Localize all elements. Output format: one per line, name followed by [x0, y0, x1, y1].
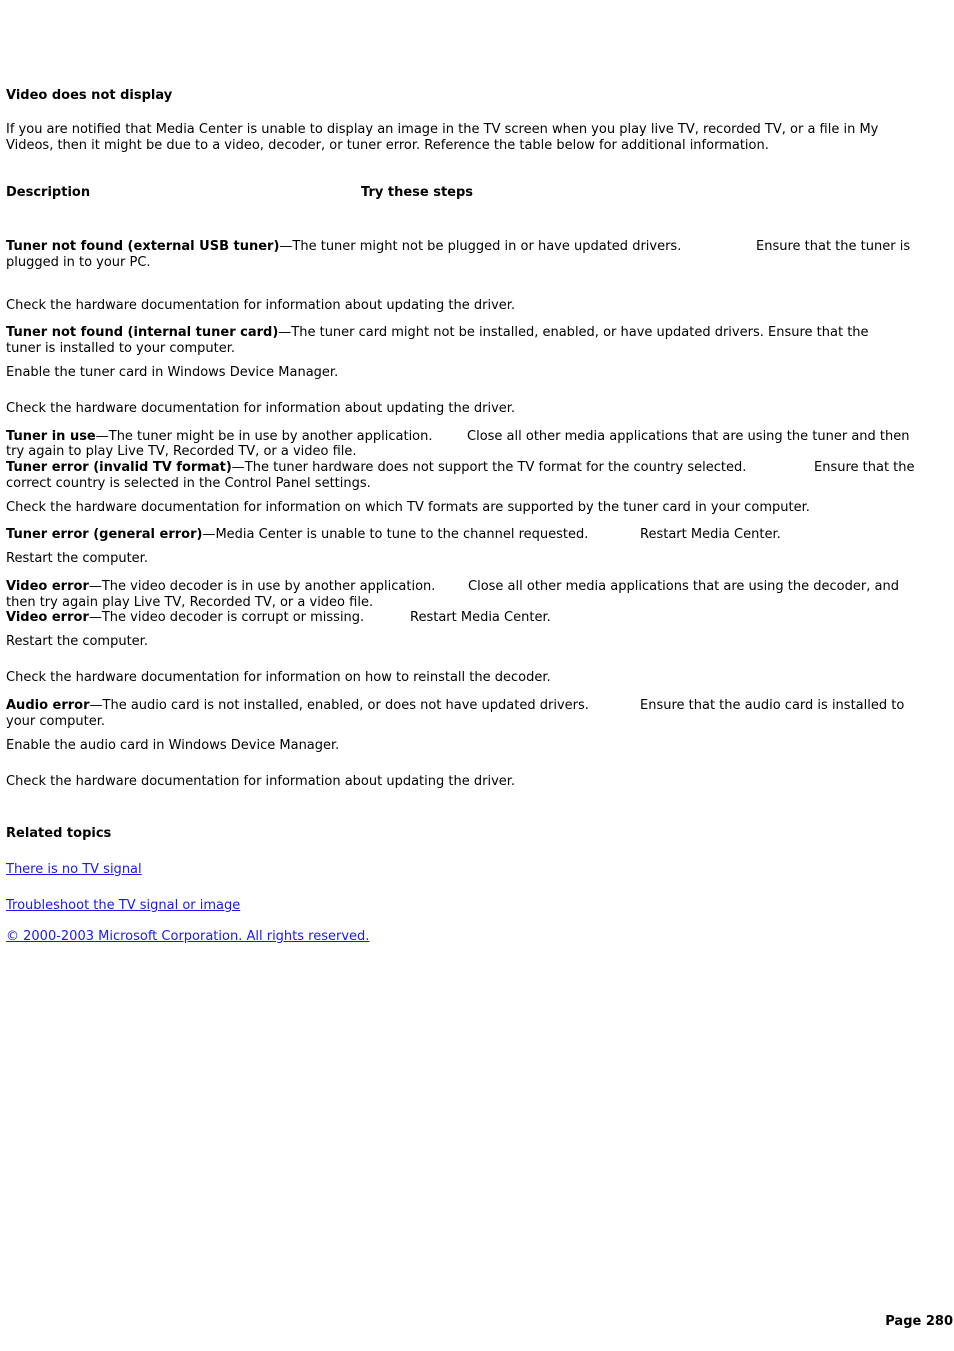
row-title: Tuner error (invalid TV format)	[6, 460, 232, 475]
link-troubleshoot-tv-signal[interactable]: Troubleshoot the TV signal or image	[6, 898, 241, 913]
row-step: Ensure that the	[814, 460, 915, 475]
row-step: Check the hardware documentation for information about updating the driver.	[6, 298, 516, 313]
row-description: —The tuner hardware does not support the TV format for the country selected.	[231, 460, 747, 475]
row-tuner-in-use	[6, 429, 433, 445]
related-topics-heading: Related topics	[6, 826, 112, 841]
row-step-continued: tuner is installed to your computer.	[6, 341, 236, 356]
row-step: Check the hardware documentation for information about updating the driver.	[6, 401, 516, 416]
row-title: Tuner error (general error)	[6, 527, 203, 542]
row-step-continued: try again to play Live TV, Recorded TV, or a video file.	[6, 444, 357, 459]
row-step: Restart Media Center.	[640, 527, 781, 542]
row-title: Tuner not found (external USB tuner)	[6, 239, 280, 254]
row-title: Video error	[6, 610, 89, 625]
intro-line-1: If you are notified that Media Center is unable to display an image in the TV screen when you play live TV, recorded TV, or a file in My	[6, 122, 879, 137]
page-title: Video does not display	[6, 88, 173, 103]
row-description: —The tuner might be in use by another application.	[95, 429, 433, 444]
link-no-tv-signal[interactable]: There is no TV signal	[6, 862, 142, 877]
row-step-continued: then try again play Live TV, Recorded TV, or a video file.	[6, 595, 374, 610]
row-description: —The audio card is not installed, enabled, or does not have updated drivers.	[89, 698, 589, 713]
column-header-steps: Try these steps	[361, 185, 474, 200]
row-internal-tuner	[6, 325, 869, 341]
row-step-continued: plugged in to your PC.	[6, 255, 151, 270]
row-step: Ensure that the audio card is installed to	[640, 698, 905, 713]
row-video-corrupt	[6, 610, 364, 626]
row-step: Close all other media applications that are using the decoder, and	[468, 579, 899, 594]
row-step: Check the hardware documentation for information about updating the driver.	[6, 774, 516, 789]
column-header-description: Description	[6, 185, 91, 200]
row-step: Ensure that the	[768, 325, 869, 340]
row-step: Ensure that the tuner is	[756, 239, 911, 254]
row-step-continued: your computer.	[6, 714, 105, 729]
row-general-error	[6, 527, 588, 543]
copyright-link[interactable]: © 2000-2003 Microsoft Corporation. All rights reserved.	[6, 929, 370, 944]
row-step: Enable the audio card in Windows Device Manager.	[6, 738, 340, 753]
row-step: Restart Media Center.	[410, 610, 551, 625]
row-usb-tuner	[6, 239, 681, 255]
row-step-continued: correct country is selected in the Control Panel settings.	[6, 476, 371, 491]
row-video-in-use	[6, 579, 435, 595]
row-step: Restart the computer.	[6, 634, 148, 649]
page-number: Page 280	[885, 1314, 953, 1329]
row-description: —The tuner might not be plugged in or have updated drivers.	[279, 239, 682, 254]
row-title: Tuner in use	[6, 429, 96, 444]
row-step: Check the hardware documentation for information on how to reinstall the decoder.	[6, 670, 551, 685]
row-title: Audio error	[6, 698, 90, 713]
row-step: Close all other media applications that are using the tuner and then	[467, 429, 910, 444]
row-description: —The video decoder is in use by another application.	[88, 579, 436, 594]
row-step: Enable the tuner card in Windows Device Manager.	[6, 365, 339, 380]
row-invalid-format	[6, 460, 746, 476]
row-title: Tuner not found (internal tuner card)	[6, 325, 279, 340]
intro-line-2: Videos, then it might be due to a video, decoder, or tuner error. Reference the table below for additional information.	[6, 138, 769, 153]
row-audio-error	[6, 698, 589, 714]
row-title: Video error	[6, 579, 89, 594]
row-description: —Media Center is unable to tune to the channel requested.	[202, 527, 589, 542]
row-step: Check the hardware documentation for information on which TV formats are supported by the tuner card in your computer.	[6, 500, 810, 515]
row-description: —The video decoder is corrupt or missing.	[88, 610, 365, 625]
row-step: Restart the computer.	[6, 551, 148, 566]
row-description: —The tuner card might not be installed, enabled, or have updated drivers.	[278, 325, 764, 340]
